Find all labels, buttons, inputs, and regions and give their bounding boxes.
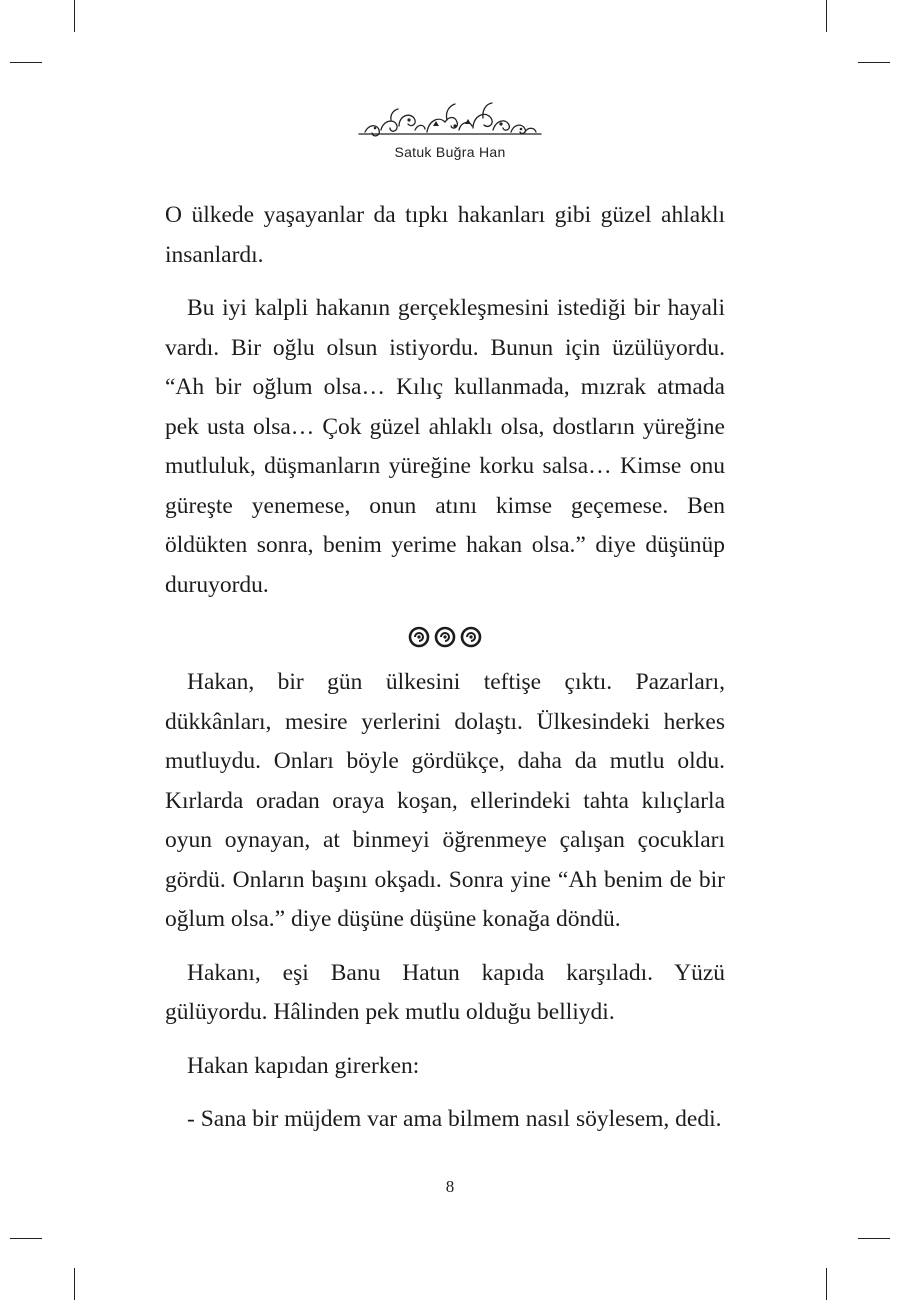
crop-mark [10, 62, 42, 63]
running-header [300, 96, 600, 160]
running-title: Satuk Buğra Han [394, 144, 506, 160]
crop-mark [858, 62, 890, 63]
spiral-separator-icon [405, 625, 485, 649]
paragraph: Bu iyi kalpli hakanın gerçekleşmesini istediği bir hayali vardı. Bir oğlu olsun istiyordu. Bunun için üzülüyordu. “Ah bir oğlum olsa… Kılıç kullanmada, mızrak atmada pek usta olsa… Çok güzel ahlaklı olsa, dostların yüreğine mutluluk, düşmanların yüreğine korku salsa… Kimse onu güreşte yenemese, onun atını kimse geçemese. Ben öldükten sonra, benim yerime hakan olsa.” diye düşünüp duruyordu. [165, 295, 725, 598]
paragraph: O ülkede yaşayanlar da tıpkı hakanları gibi güzel ahlaklı insanlardı. [165, 202, 725, 268]
crop-mark [74, 0, 75, 32]
paragraph: Hakan kapıdan girerken: [187, 1052, 420, 1079]
section-separator [165, 611, 725, 663]
paragraph: - Sana bir müjdem var ama bilmem nasıl söylesem, dedi. [187, 1106, 722, 1132]
floral-ornament-icon [355, 96, 545, 140]
crop-mark [858, 1238, 890, 1239]
body-text [165, 196, 725, 1140]
page-number: 8 [445, 1177, 455, 1196]
crop-mark [826, 1268, 827, 1300]
crop-mark [10, 1238, 42, 1239]
crop-mark [826, 0, 827, 32]
paragraph: Hakanı, eşi Banu Hatun kapıda karşıladı. Yüzü gülüyordu. Hâlinden pek mutlu olduğu belliydi. [165, 959, 725, 1025]
crop-mark [74, 1268, 75, 1300]
paragraph: Hakan, bir gün ülkesini teftişe çıktı. Pazarları, dükkânları, mesire yerlerini dolaştı. Ülkesindeki herkes mutluydu. Onları böyle gördükçe, daha da mutlu oldu. Kırlarda oradan oraya koşan, ellerindeki tahta kılıçlarla oyun oynayan, at binmeyi öğrenmeye çalışan çocukları gördü. Onların başını okşadı. Sonra yine “Ah benim de bir oğlum olsa.” diye düşüne düşüne konağa döndü. [165, 669, 725, 932]
